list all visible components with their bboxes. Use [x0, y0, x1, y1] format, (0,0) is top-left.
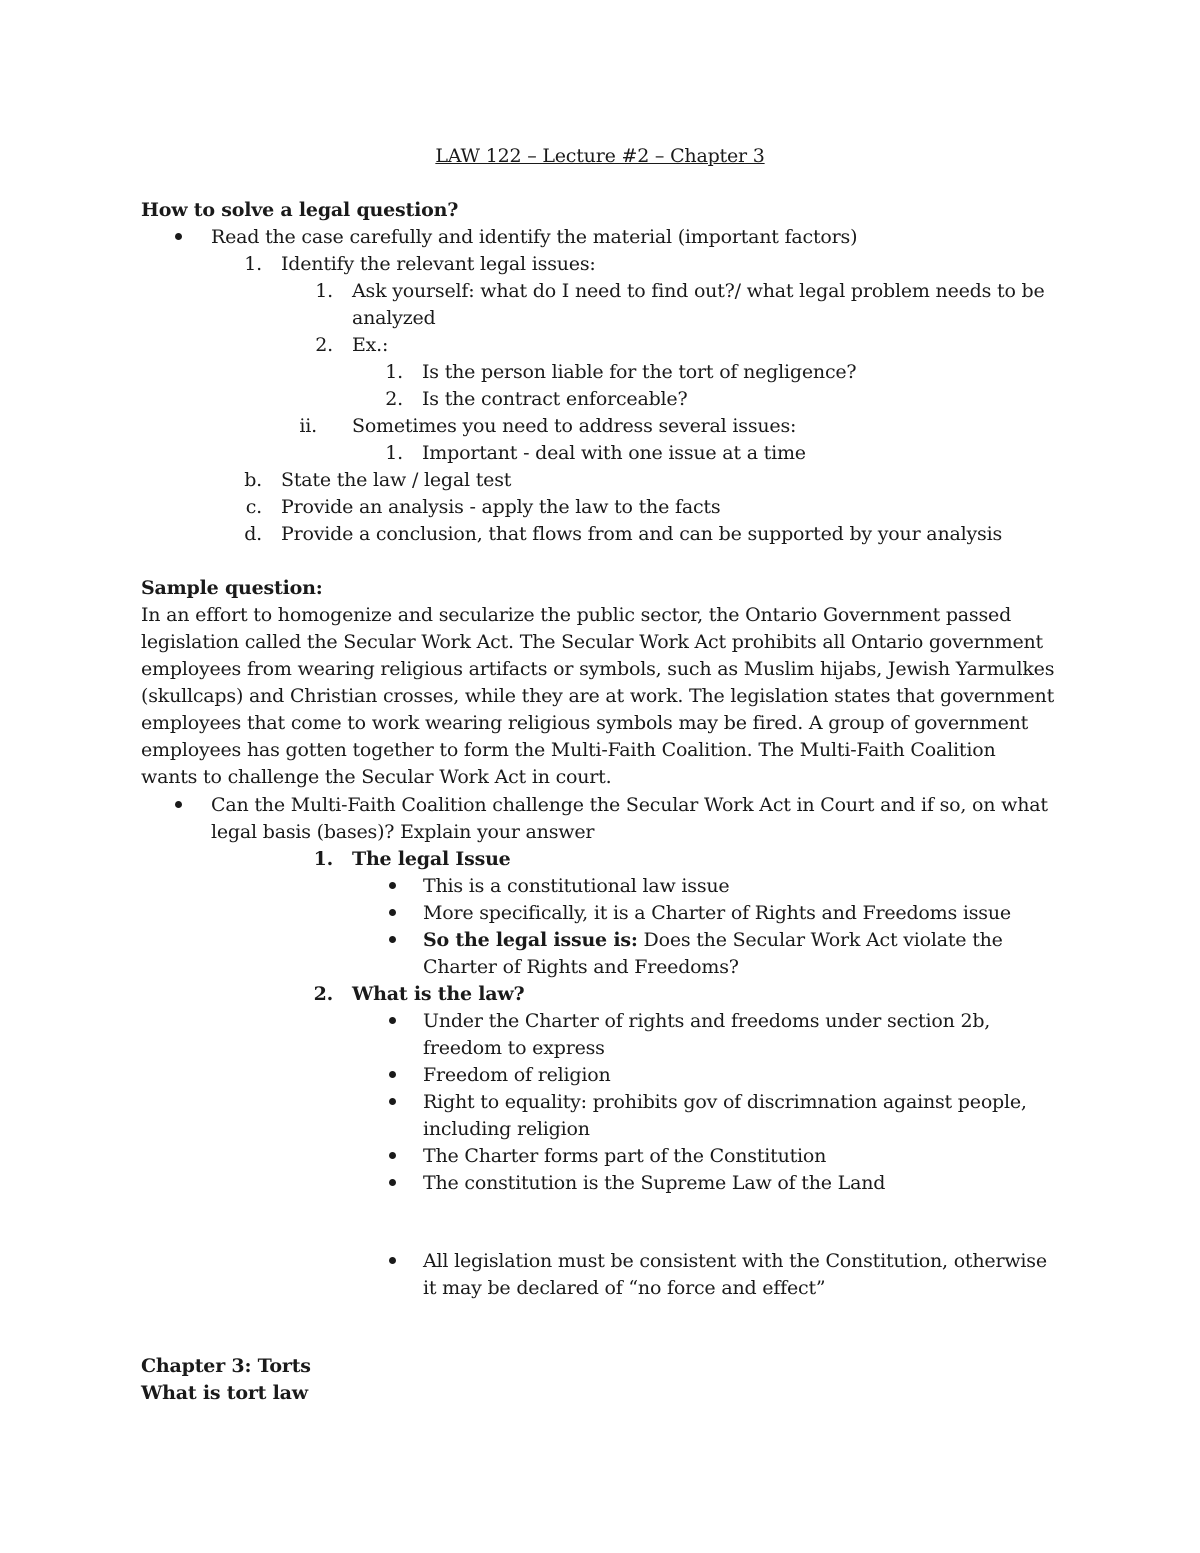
bullet-icon	[389, 1257, 396, 1264]
step-ask-yourself-cont: analyzed	[352, 307, 436, 329]
list-marker: 2.	[315, 334, 333, 356]
law-consistency-cont: it may be declared of “no force and effect”	[423, 1277, 826, 1299]
paragraph-line: employees has gotten together to form the Multi-Faith Coalition. The Multi-Faith Coalition	[141, 739, 996, 761]
list-marker: ii.	[299, 415, 317, 437]
bullet-icon	[175, 801, 182, 808]
law-section-2b-cont: freedom to express	[423, 1037, 605, 1059]
example-contract: Is the contract enforceable?	[422, 388, 688, 410]
issue-charter: More specifically, it is a Charter of Rights and Freedoms issue	[423, 902, 1011, 924]
bullet-icon	[389, 1098, 396, 1105]
step-important: Important - deal with one issue at a time	[422, 442, 806, 464]
law-charter-constitution: The Charter forms part of the Constitution	[423, 1145, 827, 1167]
bullet-icon	[389, 1179, 396, 1186]
step-identify: Identify the relevant legal issues:	[281, 253, 596, 275]
law-section-2b: Under the Charter of rights and freedoms under section 2b,	[423, 1010, 991, 1032]
heading-chapter-3: Chapter 3: Torts	[141, 1355, 311, 1377]
paragraph-line: legislation called the Secular Work Act. The Secular Work Act prohibits all Ontario government	[141, 631, 1043, 653]
bullet-icon	[389, 1152, 396, 1159]
paragraph-line: employees that come to work wearing religious symbols may be fired. A group of government	[141, 712, 1029, 734]
step-conclusion: Provide a conclusion, that flows from and can be supported by your analysis	[281, 523, 1002, 545]
issue-constitutional: This is a constitutional law issue	[423, 875, 730, 897]
law-freedom-religion: Freedom of religion	[423, 1064, 611, 1086]
law-equality-cont: including religion	[423, 1118, 590, 1140]
question-line: Can the Multi-Faith Coalition challenge the Secular Work Act in Court and if so, on what	[211, 794, 1048, 816]
list-marker: c.	[245, 496, 262, 518]
list-marker: 1.	[385, 442, 403, 464]
list-marker: b.	[244, 469, 262, 491]
paragraph-line: (skullcaps) and Christian crosses, while they are at work. The legislation states that government	[141, 685, 1055, 707]
list-marker: d.	[244, 523, 262, 545]
law-equality: Right to equality: prohibits gov of discrimnation against people,	[423, 1091, 1027, 1113]
step-analysis: Provide an analysis - apply the law to the facts	[281, 496, 721, 518]
section-what-is-law: What is the law?	[352, 983, 525, 1005]
issue-statement-label: So the legal issue is:	[423, 929, 638, 951]
example-negligence: Is the person liable for the tort of negligence?	[422, 361, 857, 383]
list-marker: 1.	[313, 848, 333, 870]
law-consistency: All legislation must be consistent with the Constitution, otherwise	[423, 1250, 1047, 1272]
list-marker: 2.	[313, 983, 333, 1005]
step-example: Ex.:	[352, 334, 389, 356]
bullet-icon	[389, 936, 396, 943]
issue-statement-text: Does the Secular Work Act violate the	[637, 929, 1003, 951]
heading-solve: How to solve a legal question?	[141, 199, 459, 221]
list-marker: 1.	[244, 253, 262, 275]
step-state-law: State the law / legal test	[281, 469, 512, 491]
solve-bullet-text: Read the case carefully and identify the material (important factors)	[211, 226, 858, 248]
bullet-icon	[175, 233, 182, 240]
paragraph-line: employees from wearing religious artifacts or symbols, such as Muslim hijabs, Jewish Yarmulkes	[141, 658, 1055, 680]
list-marker: 2.	[385, 388, 403, 410]
list-marker: 1.	[385, 361, 403, 383]
paragraph-line: In an effort to homogenize and secularize the public sector, the Ontario Government passed	[141, 604, 1012, 626]
list-marker: 1.	[315, 280, 333, 302]
question-line-cont: legal basis (bases)? Explain your answer	[211, 821, 595, 843]
document-title: LAW 122 – Lecture #2 – Chapter 3	[435, 145, 765, 167]
bullet-icon	[389, 1017, 396, 1024]
issue-statement	[423, 927, 1003, 954]
issue-statement-cont: Charter of Rights and Freedoms?	[423, 956, 739, 978]
heading-sample-question: Sample question:	[141, 577, 323, 599]
step-several-issues: Sometimes you need to address several issues:	[352, 415, 797, 437]
step-ask-yourself: Ask yourself: what do I need to find out?/ what legal problem needs to be	[352, 280, 1045, 302]
law-supreme: The constitution is the Supreme Law of the Land	[423, 1172, 886, 1194]
paragraph-line: wants to challenge the Secular Work Act in court.	[141, 766, 612, 788]
bullet-icon	[389, 909, 396, 916]
section-legal-issue: The legal Issue	[352, 848, 511, 870]
bullet-icon	[389, 882, 396, 889]
heading-tort-law: What is tort law	[141, 1382, 308, 1404]
bullet-icon	[389, 1071, 396, 1078]
